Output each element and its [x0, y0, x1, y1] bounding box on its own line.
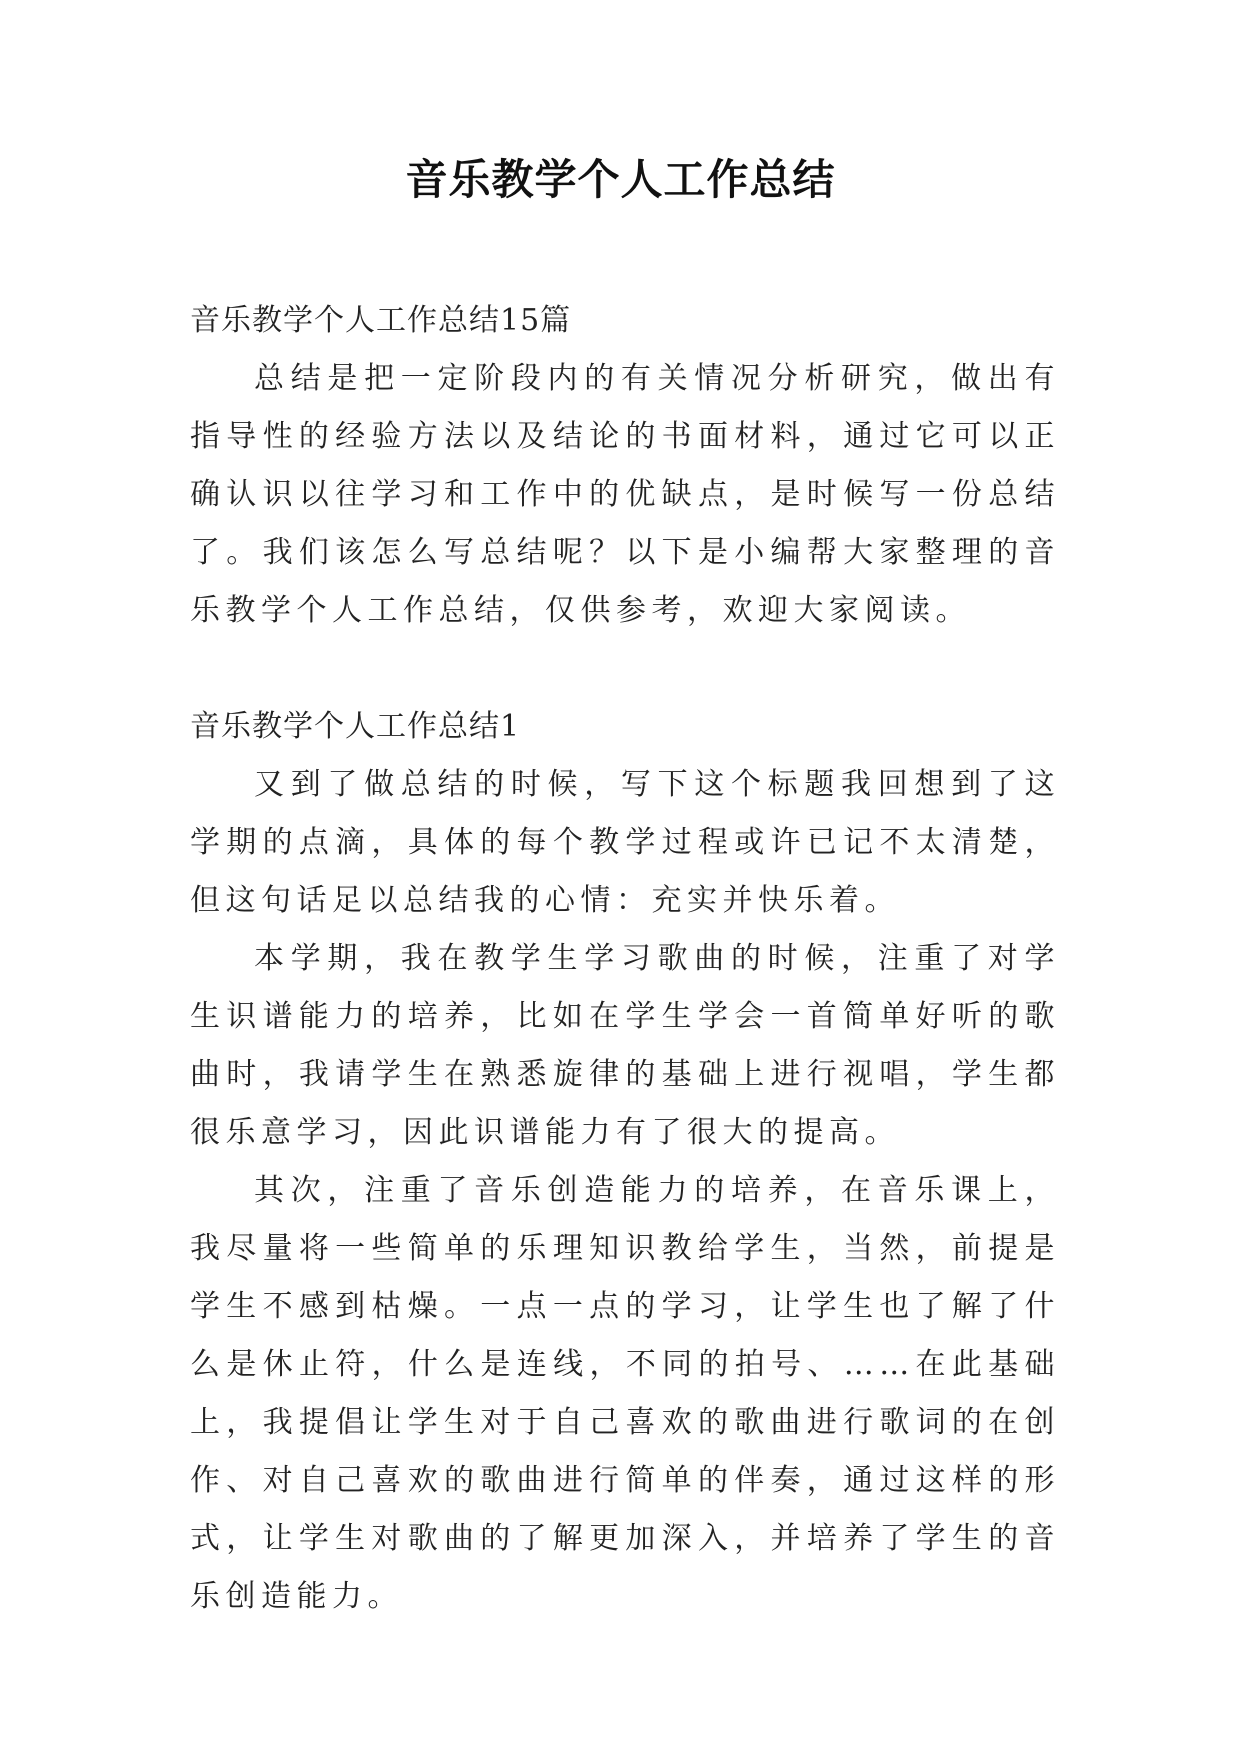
- document-body: [190, 292, 1060, 1626]
- body-paragraph: 又到了做总结的时候，写下这个标题我回想到了这学期的点滴，具体的每个教学过程或许已记不太清楚，但这句话足以总结我的心情：充实并快乐着。: [190, 767, 1060, 918]
- intro-heading: 音乐教学个人工作总结15篇: [190, 303, 572, 338]
- section-spacer: [190, 640, 1060, 698]
- section-heading: 音乐教学个人工作总结1: [190, 709, 521, 744]
- body-paragraph: 其次，注重了音乐创造能力的培养，在音乐课上，我尽量将一些简单的乐理知识教给学生，当然，前提是学生不感到枯燥。一点一点的学习，让学生也了解了什么是休止符，什么是连线，不同的拍号、……在此基础上，我提倡让学生对于自己喜欢的歌曲进行歌词的在创作、对自己喜欢的歌曲进行简单的伴奏，通过这样的形式，让学生对歌曲的了解更加深入，并培养了学生的音乐创造能力。: [190, 1173, 1060, 1614]
- document-title: 音乐教学个人工作总结: [405, 155, 836, 204]
- body-paragraph: 本学期，我在教学生学习歌曲的时候，注重了对学生识谱能力的培养，比如在学生学会一首简单好听的歌曲时，我请学生在熟悉旋律的基础上进行视唱，学生都很乐意学习，因此识谱能力有了很大的提高。: [190, 941, 1060, 1150]
- intro-paragraph: 总结是把一定阶段内的有关情况分析研究，做出有指导性的经验方法以及结论的书面材料，通过它可以正确认识以往学习和工作中的优缺点，是时候写一份总结了。我们该怎么写总结呢？以下是小编帮大家整理的音乐教学个人工作总结，仅供参考，欢迎大家阅读。: [190, 361, 1060, 628]
